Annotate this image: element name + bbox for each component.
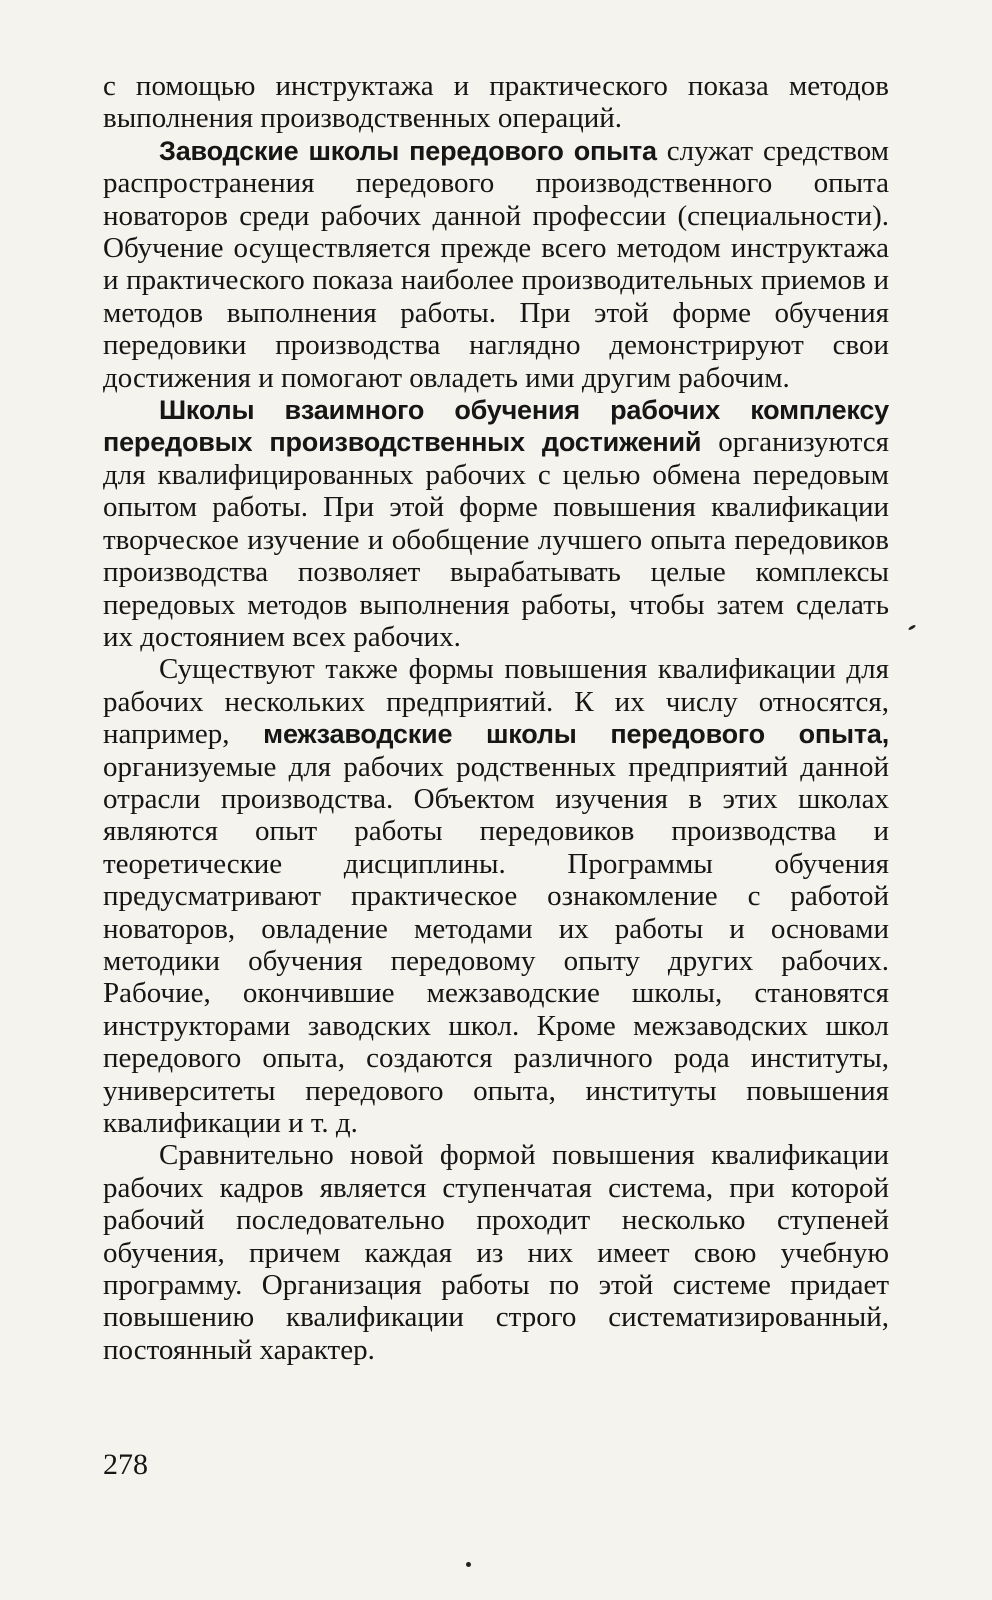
page-number: 278 <box>103 1448 148 1481</box>
paragraph-3 <box>103 394 889 653</box>
paragraph-4-text: организуемые для рабочих родственных предприятий данной отрасли производства. Объектом изучения в этих школах являются опыт работы передовиков производства и теоретические дисциплины. Программы обучения предусматривают практическое ознакомление с работой новаторов, овладение методами их работы и основами методики обучения передовому опыту других рабочих. Рабочие, окончившие межзаводские школы, становятся инструкторами заводских школ. Кроме межзаводских школ передового опыта, создаются различного рода институты, университеты передового опыта, институты повышения квалификации и т. д. <box>103 750 889 1139</box>
paragraph-3-heading: Школы взаимного обучения рабочих комплексу передовых производственных достижений <box>103 395 889 458</box>
print-speck <box>466 1562 471 1567</box>
paragraph-1-text: с помощью инструктажа и практического показа методов выполнения производственных операций. <box>103 70 889 135</box>
paragraph-3-text: организуются для квалифицированных рабочих с целью обмена передовым опытом работы. При этой форме повышения квалификации творческое изучение и обобщение лучшего опыта передовиков производства позволяет вырабатывать целые комплексы передовых методов выполнения работы, чтобы затем сделать их достоянием всех рабочих. <box>103 426 889 653</box>
paragraph-4-lead: Существуют также формы повышения квалификации для рабочих нескольких предприятий. К их числу относятся, например, <box>103 653 889 751</box>
paragraph-1 <box>103 70 889 135</box>
paragraph-2-text: служат средством распространения передового производственного опыта новаторов среди рабочих данной профессии (специальности). Обучение осуществляется прежде всего методом инструктажа и практического показа наиболее производительных приемов и методов выполнения работы. При этой форме обучения передовики производства наглядно демонстрируют свои достижения и помогают овладеть ими другим рабочим. <box>103 134 890 394</box>
paragraph-5 <box>103 1139 889 1366</box>
paragraph-4-heading: межзаводские школы передового опыта, <box>263 719 890 750</box>
paragraph-4 <box>103 653 889 1139</box>
paragraph-2-heading: Заводские школы передового опыта <box>159 135 657 166</box>
print-speck <box>908 624 916 631</box>
page-text <box>103 70 889 1366</box>
paragraph-2 <box>103 135 889 394</box>
paragraph-5-text: Сравнительно новой формой повышения квалификации рабочих кадров является ступенчатая система, при которой рабочий последовательно проходит несколько ступеней обучения, причем каждая из них имеет свою учебную программу. Организация работы по этой системе придает повышению квалификации строго систематизированный, постоянный характер. <box>103 1139 889 1366</box>
